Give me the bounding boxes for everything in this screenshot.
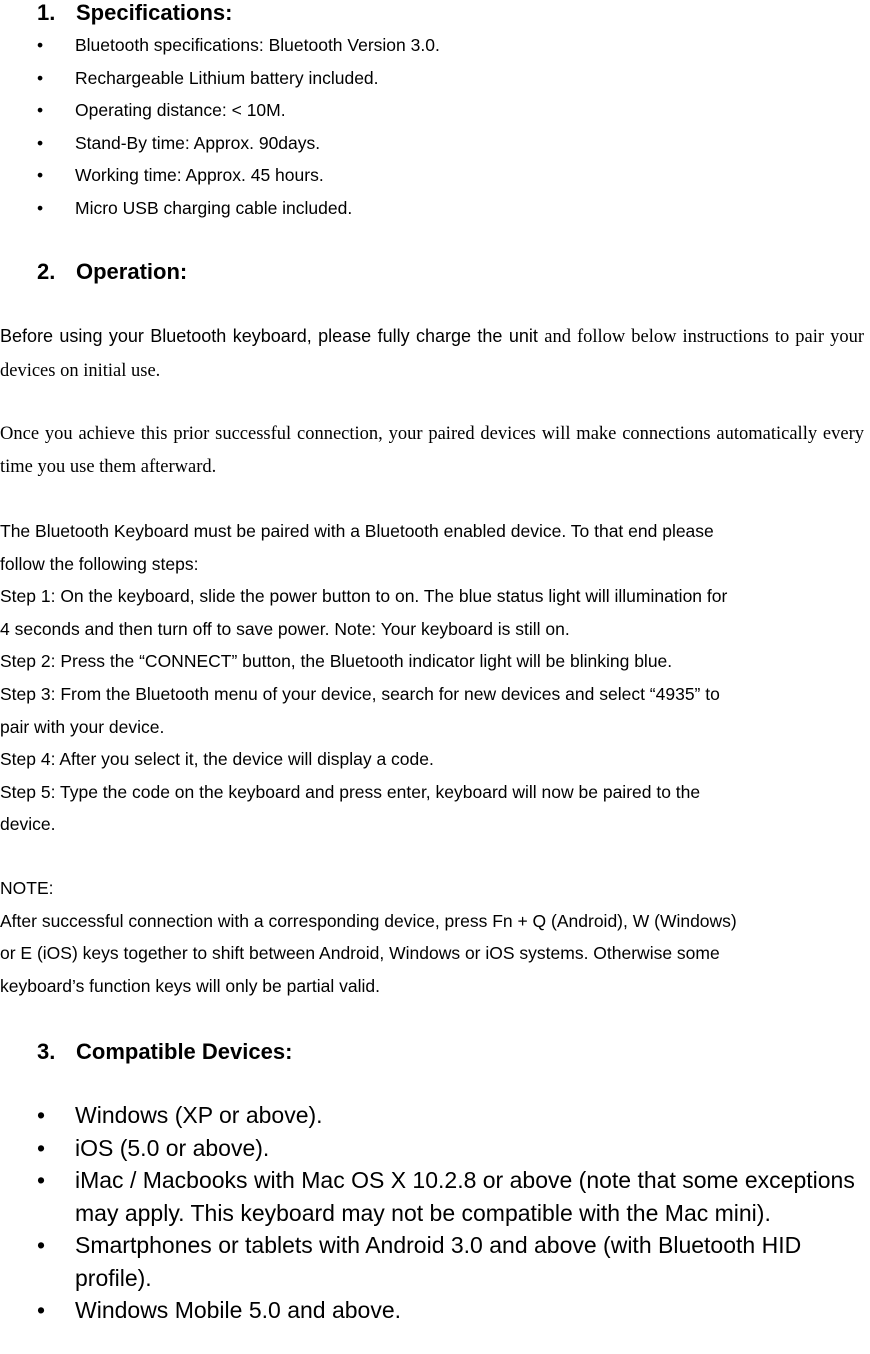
compatible-heading — [37, 1039, 292, 1065]
note-line: keyboard’s function keys will only be partial valid. — [0, 975, 381, 996]
specifications-title: Specifications: — [76, 0, 233, 25]
compatible-item: • Windows (XP or above). — [37, 1099, 870, 1132]
note-line: After successful connection with a corresponding device, press Fn + Q (Android), W (Windows) — [0, 910, 737, 931]
operation-heading — [37, 259, 187, 285]
auto-connect-paragraph: Once you achieve this prior successful connection, your paired devices will make connections automatically every time you use them afterward. — [0, 424, 864, 477]
compatible-item: • Smartphones or tablets with Android 3.0 and above (with Bluetooth HID profile). — [37, 1229, 870, 1294]
pairing-line: Step 1: On the keyboard, slide the power button to on. The blue status light will illumination for — [0, 586, 728, 607]
specifications-number: 1. — [37, 0, 56, 25]
specifications-list — [37, 29, 440, 224]
compatible-list — [37, 1099, 870, 1327]
pairing-line: Step 4: After you select it, the device will display a code. — [0, 749, 434, 770]
pairing-line: Step 5: Type the code on the keyboard and press enter, keyboard will now be paired to the — [0, 781, 701, 802]
note-line: or E (iOS) keys together to shift between Android, Windows or iOS systems. Otherwise some — [0, 943, 720, 964]
pairing-line: Step 2: Press the “CONNECT” button, the Bluetooth indicator light will be blinking blue. — [0, 651, 673, 672]
pairing-steps — [0, 515, 870, 841]
compatible-item: • Windows Mobile 5.0 and above. — [37, 1294, 870, 1327]
note-label: NOTE: — [0, 878, 54, 898]
pairing-line: 4 seconds and then turn off to save power. Note: Your keyboard is still on. — [0, 618, 570, 639]
pairing-line: The Bluetooth Keyboard must be paired with a Bluetooth enabled device. To that end please — [0, 521, 714, 541]
spec-item: • Working time: Approx. 45 hours. — [37, 159, 440, 192]
spec-item: • Micro USB charging cable included. — [37, 192, 440, 225]
operation-number: 2. — [37, 259, 56, 284]
pairing-line: pair with your device. — [0, 716, 165, 737]
operation-title: Operation: — [76, 259, 188, 284]
spec-item: • Rechargeable Lithium battery included. — [37, 62, 440, 95]
pairing-line: device. — [0, 814, 56, 835]
operation-intro-serif: and follow below instructions to pair your devices on initial use. — [0, 327, 864, 381]
operation-intro-sans: Before using your Bluetooth keyboard, please fully charge the unit — [0, 326, 538, 346]
specifications-heading — [37, 0, 232, 26]
spec-item: • Bluetooth specifications: Bluetooth Version 3.0. — [37, 29, 440, 62]
pairing-line: Step 3: From the Bluetooth menu of your device, search for new devices and select “4935” to — [0, 683, 720, 704]
compatible-item: • iMac / Macbooks with Mac OS X 10.2.8 or above (note that some exceptions may apply. This keyboard may not be compatible with the Mac mini). — [37, 1164, 870, 1229]
operation-intro — [0, 320, 864, 387]
pairing-line: follow the following steps: — [0, 553, 199, 574]
compatible-item: • iOS (5.0 or above). — [37, 1132, 870, 1165]
compatible-number: 3. — [37, 1039, 56, 1064]
compatible-title: Compatible Devices: — [76, 1039, 293, 1064]
spec-item: • Operating distance: < 10M. — [37, 94, 440, 127]
note-block — [0, 872, 870, 1002]
spec-item: • Stand-By time: Approx. 90days. — [37, 127, 440, 160]
